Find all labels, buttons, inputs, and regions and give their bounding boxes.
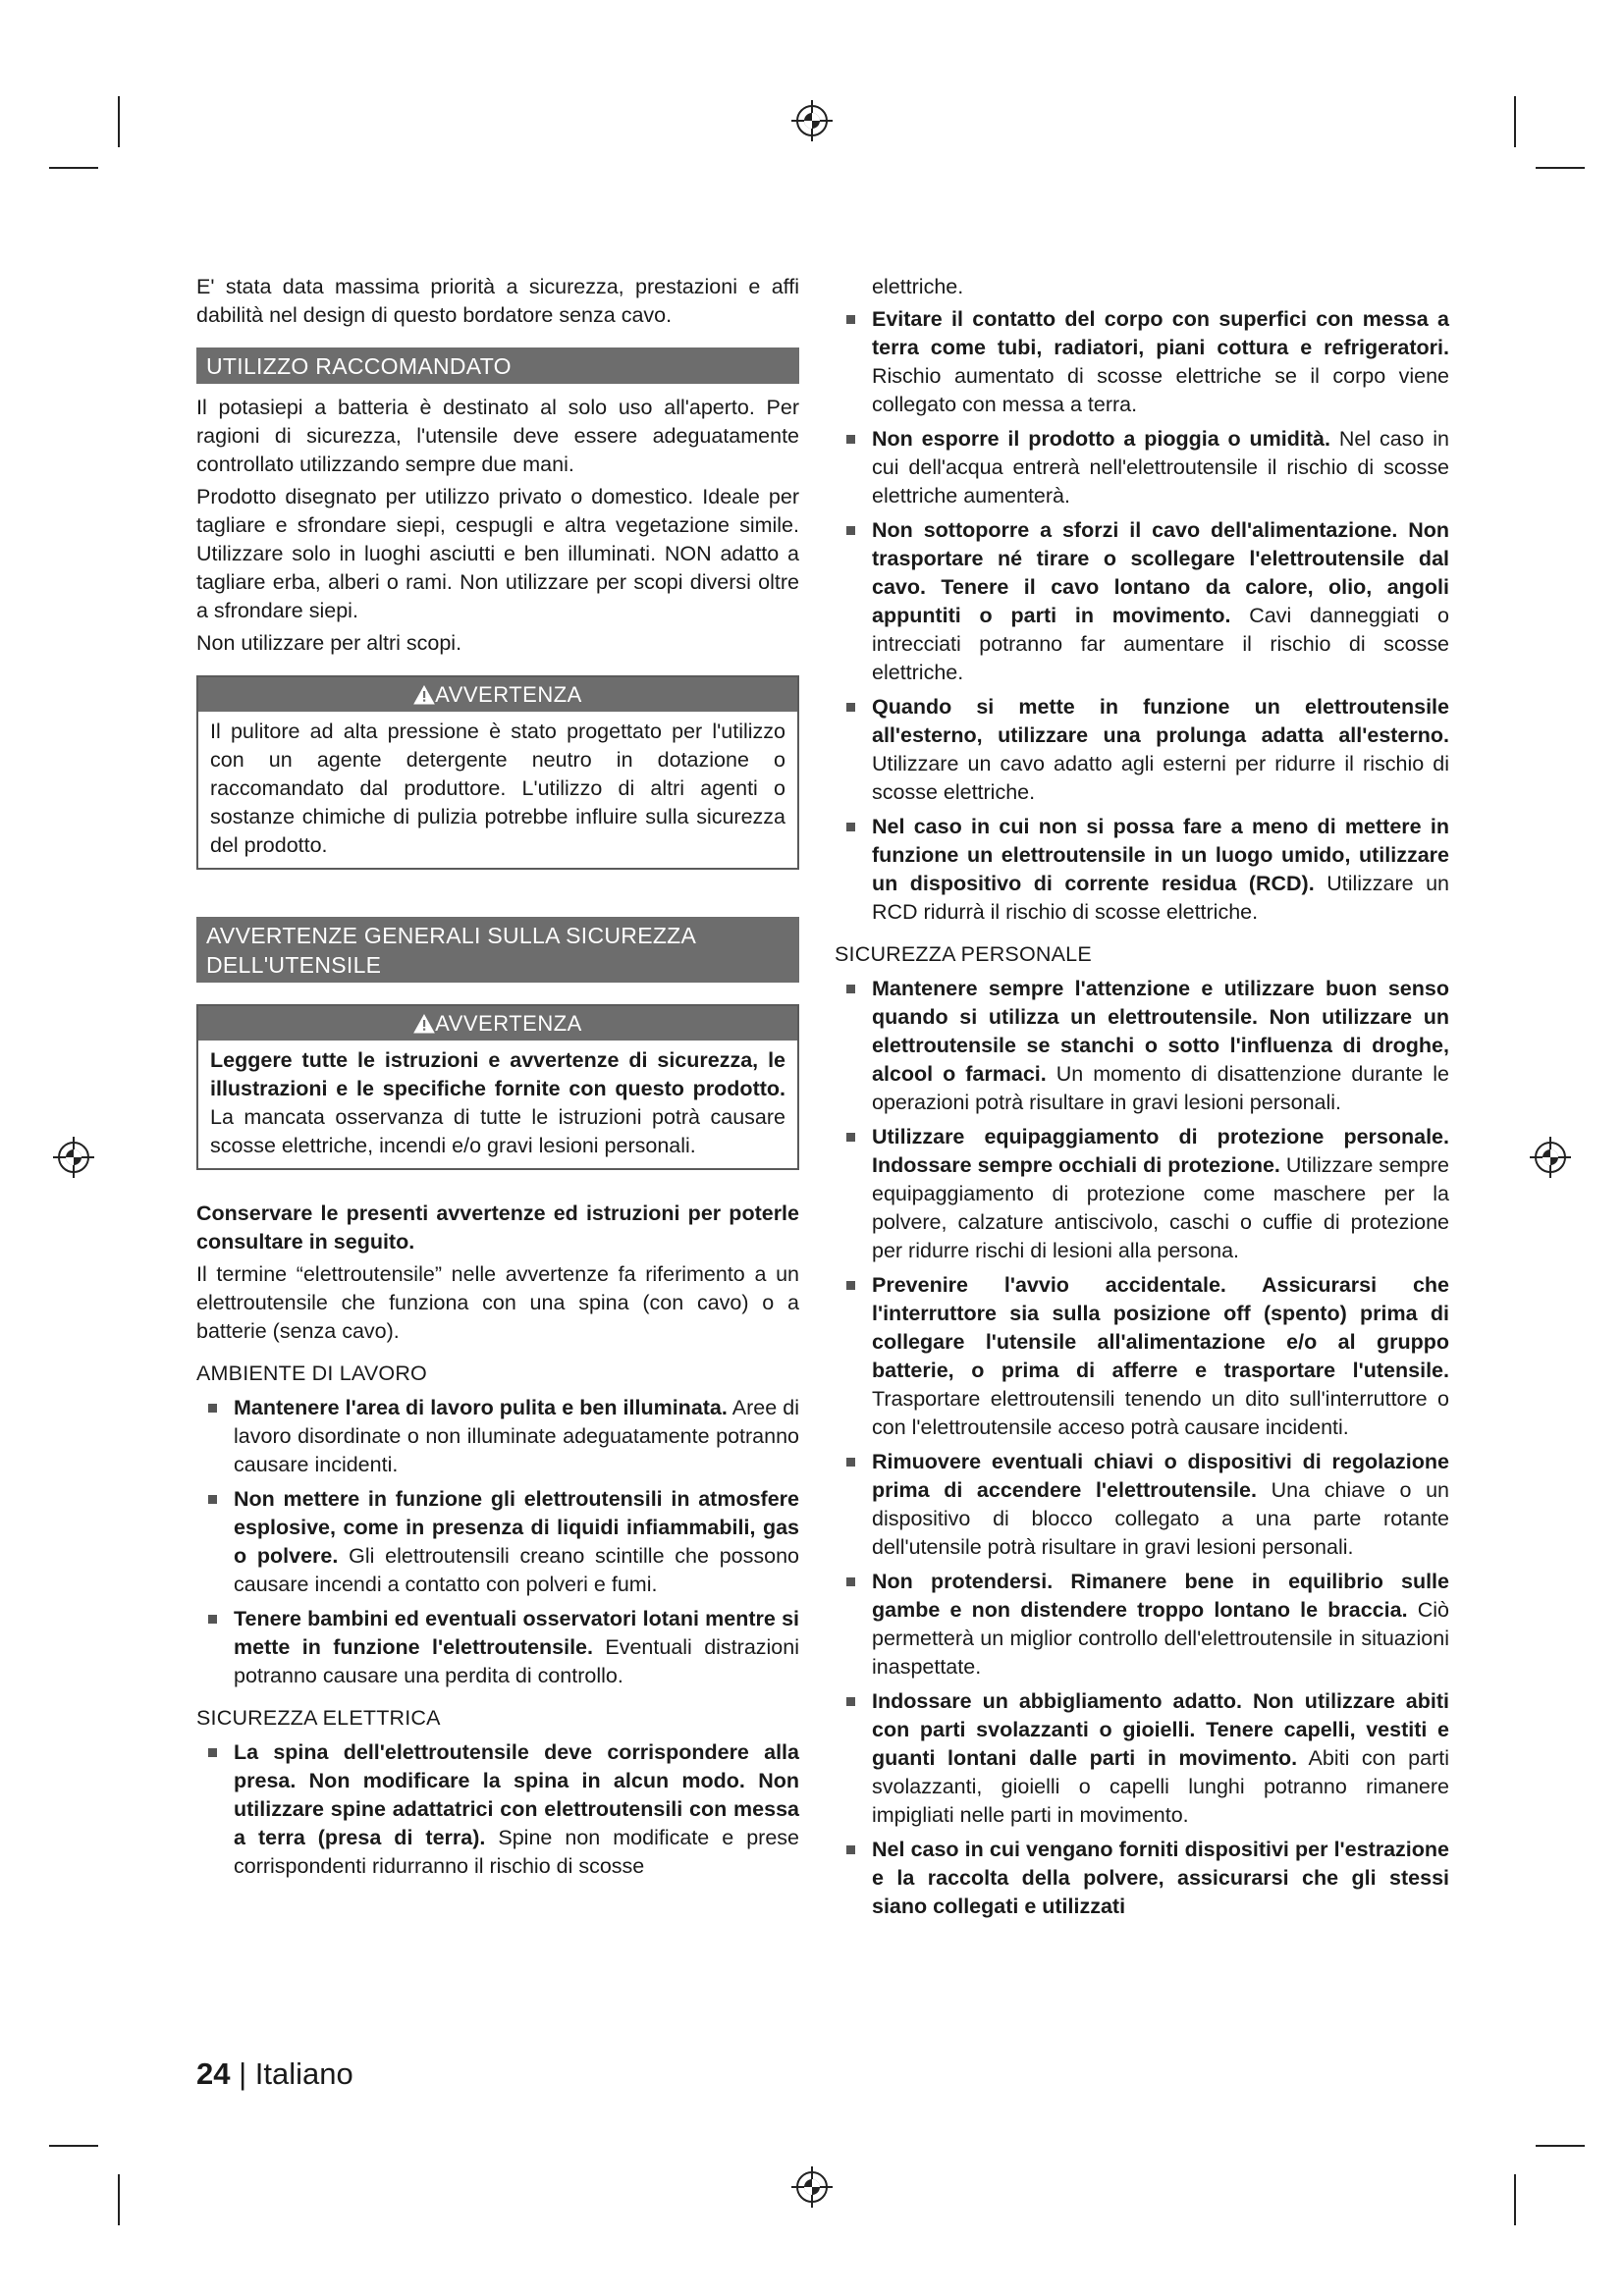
use-paragraph: Il potasiepi a batteria è destinato al solo uso all'aperto. Per ragioni di sicurezza, l'utensile deve essere adeguatamente controllato utilizzando sempre due mani. <box>196 396 799 476</box>
registration-mark-icon <box>51 1135 96 1180</box>
warning-title: AVVERTENZA <box>435 1011 582 1036</box>
item-text: Utilizzare un cavo adatto agli esterni per ridurre il rischio di scosse elettriche. <box>872 752 1449 804</box>
item-bold: Tenere bambini ed eventuali osservatori lotani mentre si mette in funzione l'elettroutensile. <box>234 1607 799 1659</box>
item-text: Abiti con parti svolazzanti, gioielli o capelli lunghi potranno rimanere impigliati nelle parti in movimento. <box>872 1746 1449 1827</box>
use-paragraph: Prodotto disegnato per utilizzo privato o domestico. Ideale per tagliare e sfrondare siepi, cespugli e altra vegetazione simile. Utilizzare solo in luoghi asciutti e ben illuminati. NON adatto a tagliare erba, alberi o rami. Non utilizzare per scopi diversi oltre a sfrondare siepi. <box>196 485 799 622</box>
list-item <box>196 1605 799 1690</box>
personal-safety-list <box>835 975 1449 1921</box>
section-heading-recommended-use: UTILIZZO RACCOMANDATO <box>196 347 799 384</box>
item-text: Una chiave o un dispositivo di blocco collegato a una parte rotante dell'utensile potrà risultare in gravi lesioni personali. <box>872 1478 1449 1559</box>
crop-mark <box>49 167 98 169</box>
list-item <box>196 1738 799 1881</box>
item-bold: Mantenere l'area di lavoro pulita e ben illuminata. <box>234 1396 728 1419</box>
warning-title: AVVERTENZA <box>435 682 582 707</box>
crop-mark <box>118 96 120 147</box>
item-bold: La spina dell'elettroutensile deve corrispondere alla presa. Non modificare la spina in alcun modo. Non utilizzare spine adattatrici con elettroutensili con messa a terra (presa di terra). <box>234 1740 799 1849</box>
item-text: Utilizzare sempre equipaggiamento di protezione come maschere per la polvere, calzature antiscivolo, caschi o cuffie di protezione per ridurre rischi di lesioni alla persona. <box>872 1153 1449 1262</box>
list-item <box>835 1568 1449 1682</box>
list-item <box>835 1687 1449 1830</box>
use-paragraph: Non utilizzare per altri scopi. <box>196 631 462 655</box>
warning-text <box>210 1046 785 1160</box>
left-column <box>196 273 799 1887</box>
item-bold: Non mettere in funzione gli elettroutensili in atmosfere esplosive, come in presenza di liquidi infiammabili, gas o polvere. <box>234 1487 799 1568</box>
item-text: Ciò permetterà un miglior controllo dell'elettroutensile in situazioni inaspettate. <box>872 1598 1449 1679</box>
subheading-personal-safety: SICUREZZA PERSONALE <box>835 942 1092 966</box>
list-item <box>835 516 1449 687</box>
item-text: Spine non modificate e prese corrispondenti ridurranno il rischio di scosse <box>234 1826 799 1878</box>
list-item <box>196 1394 799 1479</box>
section-heading-general-warnings: AVVERTENZE GENERALI SULLA SICUREZZA DELL'UTENSILE <box>196 917 799 983</box>
item-text: Un momento di disattenzione durante le operazioni potrà risultare in gravi lesioni personali. <box>872 1062 1449 1114</box>
registration-mark-icon <box>789 2164 835 2210</box>
registration-mark-icon <box>1528 1135 1573 1180</box>
list-item <box>835 1123 1449 1265</box>
work-area-list <box>196 1394 799 1690</box>
list-item <box>835 813 1449 927</box>
item-bold: Indossare un abbigliamento adatto. Non utilizzare abiti con parti svolazzanti o gioielli. Tenere capelli, vestiti e guanti lontani dalle parti in movimento. <box>872 1689 1449 1770</box>
item-bold: Prevenire l'avvio accidentale. Assicurarsi che l'interruttore sia sulla posizione off (spento) prima di collegare l'utensile all'alimentazione e/o al gruppo batterie, o prima di afferre e trasportare l'utensile. <box>872 1273 1449 1382</box>
footer-separator: | <box>230 2056 255 2091</box>
electrical-safety-list <box>196 1738 799 1881</box>
item-text: Gli elettroutensili creano scintille che possono causare incendi a contatto con polveri e fumi. <box>234 1544 799 1596</box>
right-column <box>835 273 1449 1927</box>
subheading-work-area: AMBIENTE DI LAVORO <box>196 1362 427 1385</box>
item-text: Trasportare elettroutensili tenendo un dito sull'interruttore o con l'elettroutensile acceso potrà causare incidenti. <box>872 1387 1449 1439</box>
list-item <box>835 425 1449 510</box>
warning-plain-text: La mancata osservanza di tutte le istruzioni potrà causare scosse elettriche, incendi e/o gravi lesioni personali. <box>210 1105 785 1157</box>
term-paragraph: Il termine “elettroutensile” nelle avvertenze fa riferimento a un elettroutensile che funziona con una spina (con cavo) o a batterie (senza cavo). <box>196 1262 799 1343</box>
item-bold: Quando si mette in funzione un elettroutensile all'esterno, utilizzare una prolunga adatta all'esterno. <box>872 695 1449 747</box>
warning-header <box>198 1006 797 1041</box>
warning-triangle-icon <box>413 1014 435 1034</box>
item-bold: Non sottoporre a sforzi il cavo dell'alimentazione. Non trasportare né tirare o scollegare l'elettroutensile dal cavo. Tenere il cavo lontano da calore, olio, angoli appuntiti o parti in movimento. <box>872 518 1449 627</box>
footer-language: Italiano <box>254 2056 353 2091</box>
crop-mark <box>1536 167 1585 169</box>
crop-mark <box>1514 96 1516 147</box>
registration-mark-icon <box>789 98 835 143</box>
item-text: Cavi danneggiati o intrecciati potranno far aumentare il rischio di scosse elettriche. <box>872 604 1449 684</box>
item-bold: Evitare il contatto del corpo con superfici con messa a terra come tubi, radiatori, piani cottura e refrigeratori. <box>872 307 1449 359</box>
list-item <box>835 1448 1449 1562</box>
warning-header <box>198 677 797 712</box>
item-text: Utilizzare un RCD ridurrà il rischio di scosse elettriche. <box>872 872 1450 924</box>
item-bold: Non protendersi. Rimanere bene in equilibrio sulle gambe e non distendere troppo lontano le braccia. <box>872 1570 1449 1622</box>
warning-box <box>196 1004 799 1170</box>
page-footer <box>196 2056 353 2092</box>
list-item <box>835 1836 1449 1921</box>
warning-text: Il pulitore ad alta pressione è stato progettato per l'utilizzo con un agente detergente neutro in dotazione o raccomandato dal produttore. L'utilizzo di altri agenti o sostanze chimiche di pulizia potrebbe influire sulla sicurezza del prodotto. <box>210 720 785 857</box>
keep-instructions-text: Conservare le presenti avvertenze ed istruzioni per poterle consultare in seguito. <box>196 1201 799 1254</box>
list-item <box>835 305 1449 419</box>
item-text: Aree di lavoro disordinate o non illuminate adeguatamente potranno causare incidenti. <box>234 1396 799 1476</box>
warning-bold-text: Leggere tutte le istruzioni e avvertenze di sicurezza, le illustrazioni e le specifiche fornite con questo prodotto. <box>210 1048 785 1100</box>
item-bold: Mantenere sempre l'attenzione e utilizzare buon senso quando si utilizza un elettroutensile. Non utilizzare un elettroutensile se stanchi o sotto l'influenza di droghe, alcool o farmaci. <box>872 977 1449 1086</box>
item-bold: Nel caso in cui vengano forniti dispositivi per l'estrazione e la raccolta della polvere, assicurarsi che gli stessi siano collegati e utilizzati <box>872 1838 1449 1918</box>
item-bold: Utilizzare equipaggiamento di protezione personale. Indossare sempre occhiali di protezione. <box>872 1125 1449 1177</box>
item-text: Rischio aumentato di scosse elettriche se il corpo viene collegato con messa a terra. <box>872 364 1449 416</box>
item-bold: Nel caso in cui non si possa fare a meno di mettere in funzione un elettroutensile in un luogo umido, utilizzare un dispositivo di corrente residua (RCD). <box>872 815 1449 895</box>
crop-mark <box>1536 2145 1585 2147</box>
item-bold: Rimuovere eventuali chiavi o dispositivi di regolazione prima di accendere l'elettroutensile. <box>872 1450 1449 1502</box>
electrical-safety-list-continued <box>835 305 1449 927</box>
warning-triangle-icon <box>413 685 435 705</box>
list-item <box>835 975 1449 1117</box>
keep-instructions <box>196 1200 799 1256</box>
intro-paragraph: E' stata data massima priorità a sicurezza, prestazioni e affi dabilità nel design di questo bordatore senza cavo. <box>196 275 799 327</box>
list-item <box>196 1485 799 1599</box>
page-number: 24 <box>196 2056 231 2091</box>
crop-mark <box>118 2174 120 2225</box>
item-text: Eventuali distrazioni potranno causare una perdita di controllo. <box>234 1635 800 1687</box>
warning-box <box>196 675 799 870</box>
subheading-electrical-safety: SICUREZZA ELETTRICA <box>196 1706 441 1730</box>
list-item <box>835 1271 1449 1442</box>
item-bold: Non esporre il prodotto a pioggia o umidità. <box>872 427 1330 451</box>
list-item <box>835 693 1449 807</box>
crop-mark <box>49 2145 98 2147</box>
continued-text: elettriche. <box>872 275 964 298</box>
item-text: Nel caso in cui dell'acqua entrerà nell'elettroutensile il rischio di scosse elettriche aumenterà. <box>872 427 1449 507</box>
crop-mark <box>1514 2174 1516 2225</box>
